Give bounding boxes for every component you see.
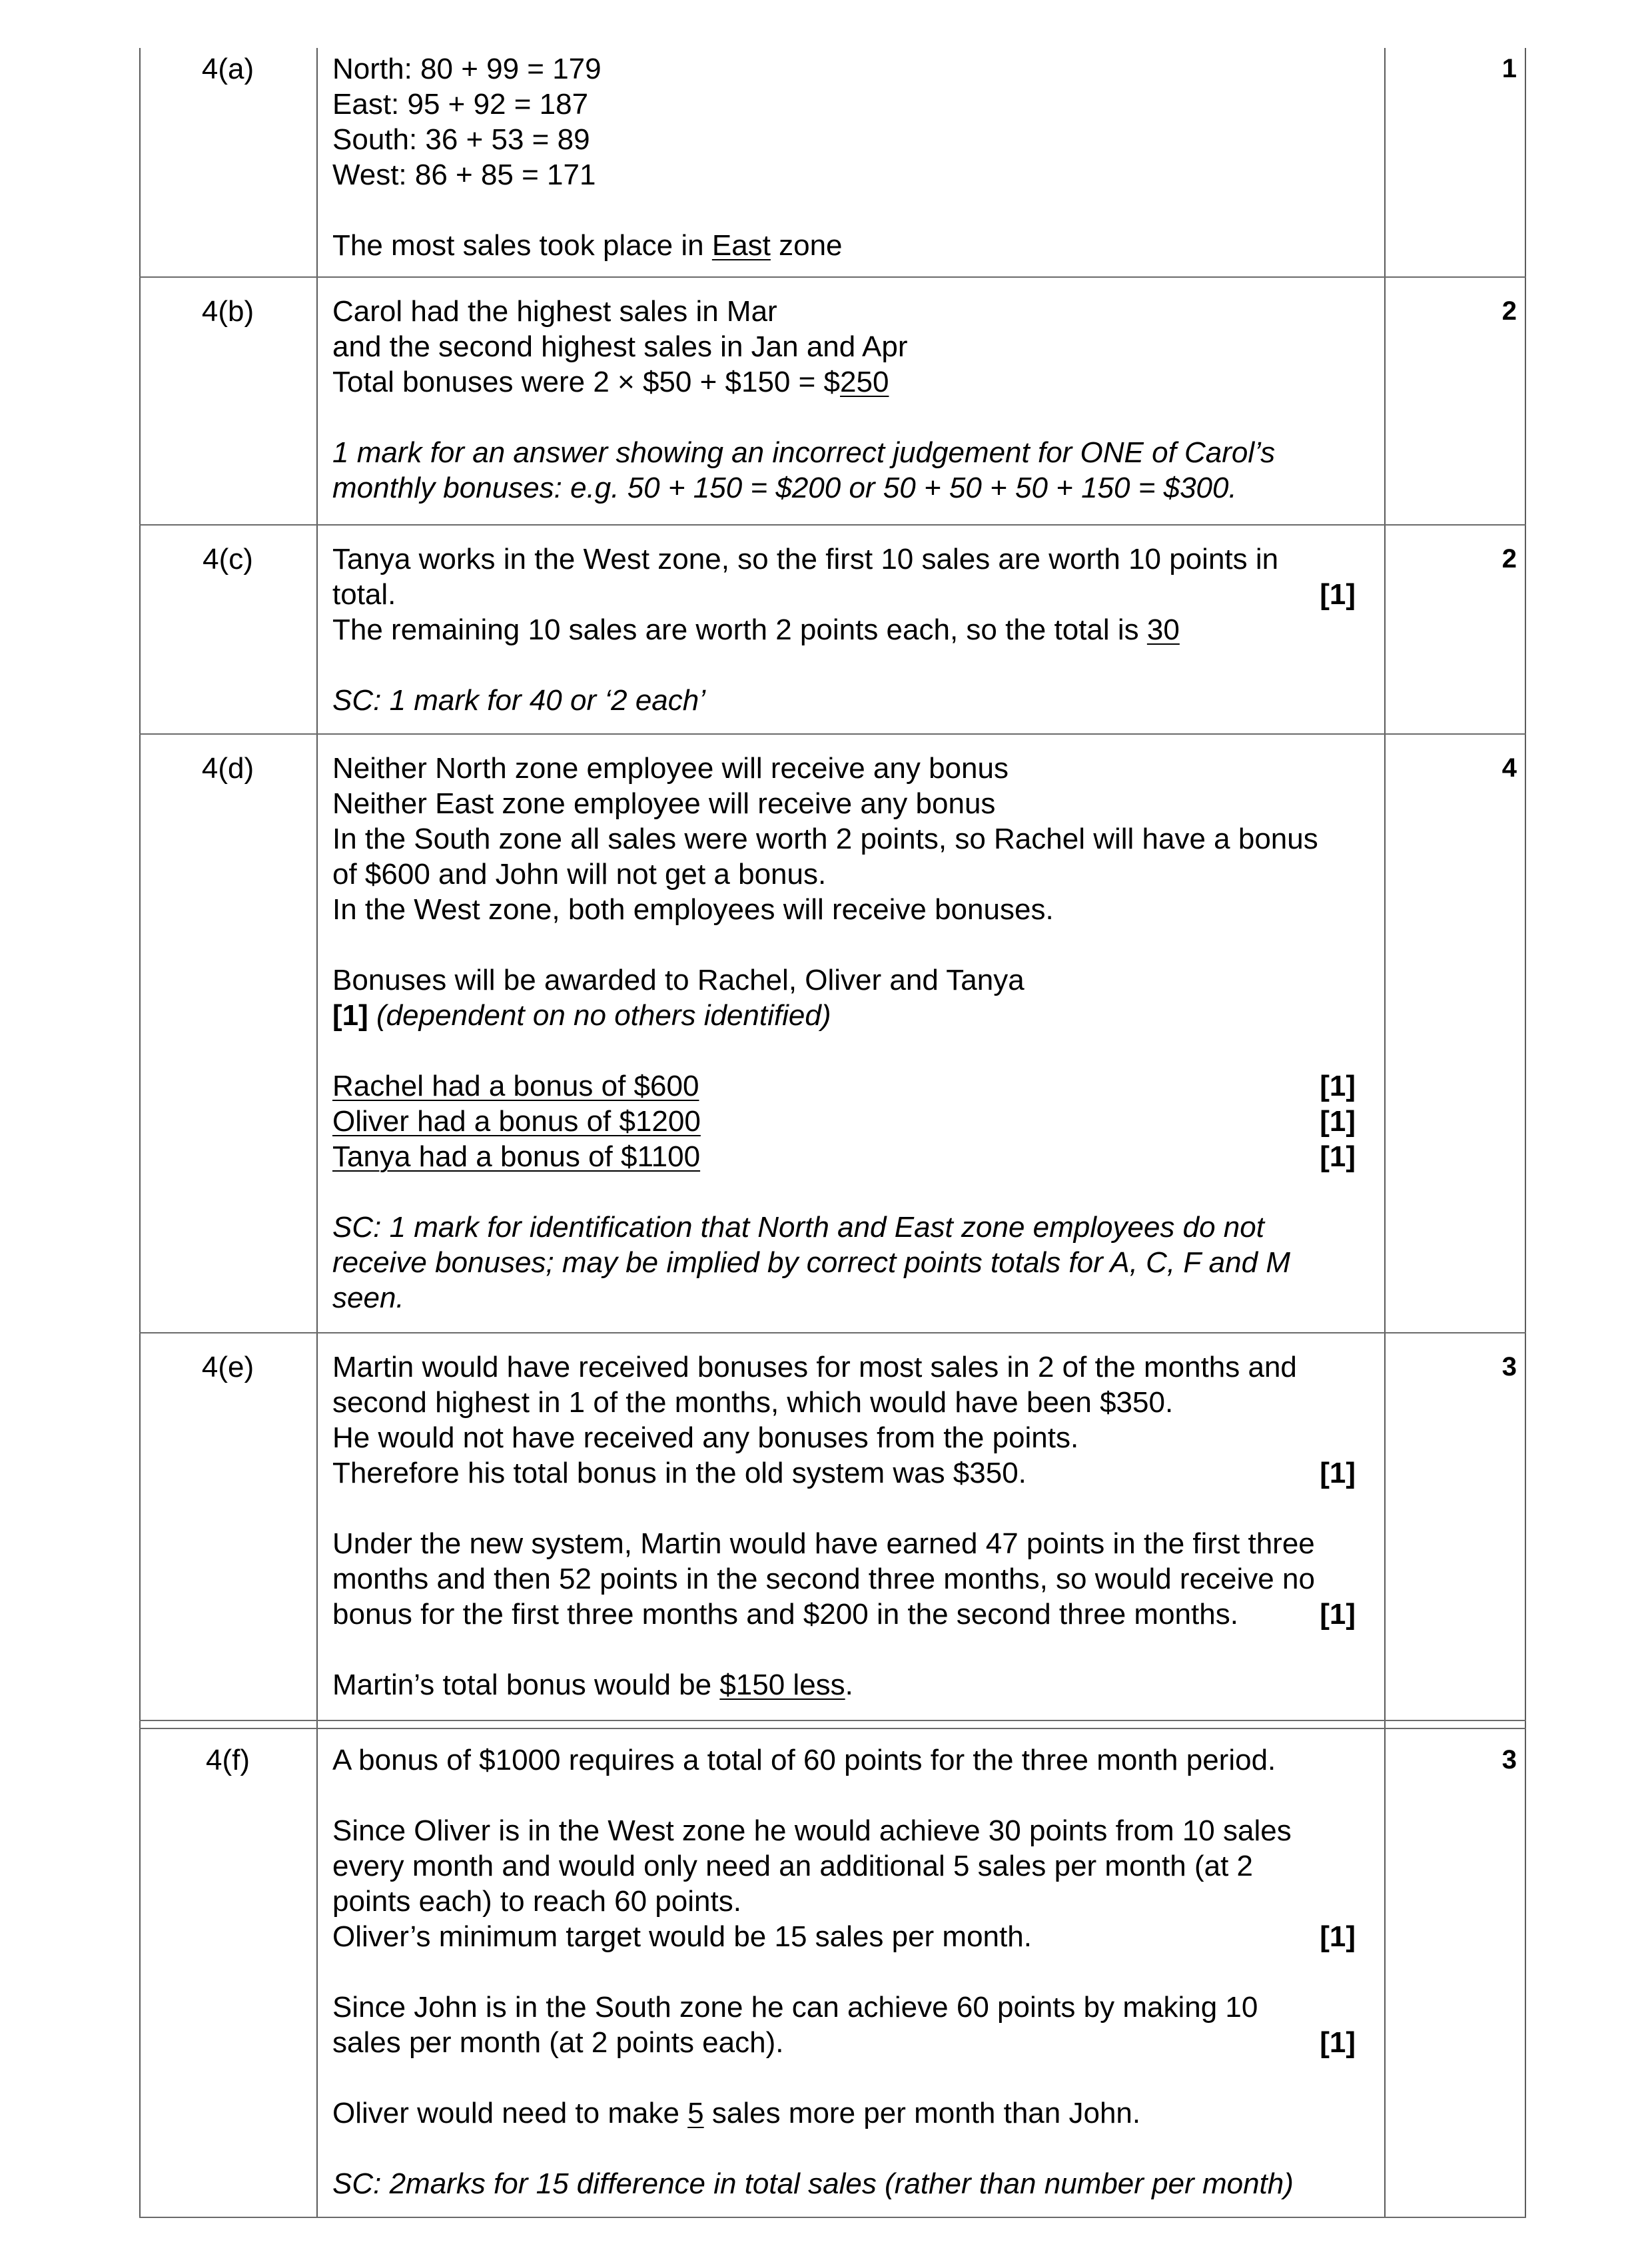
underlined-answer: $150 less xyxy=(719,1669,845,1701)
table-row xyxy=(139,1729,1526,2217)
underlined-answer: Rachel had a bonus of $600 xyxy=(332,1070,699,1102)
table-row xyxy=(139,1333,1526,1720)
text-line: Total bonuses were 2 × $50 + $150 = $250 xyxy=(332,366,889,398)
mark-allocation: [1] xyxy=(1320,2026,1356,2059)
question-number: 4(c) xyxy=(203,543,253,575)
text-line: Carol had the highest sales in Mar xyxy=(332,295,777,328)
text-line: and the second highest sales in Jan and Apr xyxy=(332,330,908,363)
marks-value: 1 xyxy=(1501,54,1517,83)
text-line: North: 80 + 99 = 179 xyxy=(332,53,602,85)
answer-text xyxy=(332,294,1505,506)
text-line: every month and would only need an additional 5 sales per month (at 2 xyxy=(332,1850,1253,1882)
text-line: In the West zone, both employees will receive bonuses. xyxy=(332,893,1054,926)
text-line: Under the new system, Martin would have earned 47 points in the first three xyxy=(332,1527,1315,1560)
mark-allocation: [1] xyxy=(1320,1598,1356,1631)
text-line: months and then 52 points in the second three months, so would receive no xyxy=(332,1563,1315,1595)
text-line: [1] (dependent on no others identified) xyxy=(332,999,831,1032)
text-line: second highest in 1 of the months, which would have been $350. xyxy=(332,1386,1174,1419)
text-line xyxy=(332,1139,1505,1174)
text-line: A bonus of $1000 requires a total of 60 points for the three month period. xyxy=(332,1744,1276,1776)
text-line: Oliver would need to make 5 sales more per month than John. xyxy=(332,2097,1141,2129)
mark-allocation: [1] xyxy=(332,999,368,1032)
guidance-line: SC: 2marks for 15 difference in total sales (rather than number per month) xyxy=(332,2167,1294,2200)
text-line: Since Oliver is in the West zone he would achieve 30 points from 10 sales xyxy=(332,1814,1292,1847)
mark-allocation: [1] xyxy=(1320,1920,1356,1953)
text-line xyxy=(332,1104,1505,1139)
guidance-line: SC: 1 mark for 40 or ‘2 each’ xyxy=(332,684,706,717)
text-line: points each) to reach 60 points. xyxy=(332,1885,741,1918)
text-line: Therefore his total bonus in the old system was $350. [1] xyxy=(332,1457,1356,1489)
underlined-answer: Tanya had a bonus of $1100 xyxy=(332,1140,701,1173)
text-line: Neither North zone employee will receive any bonus xyxy=(332,752,1009,785)
table-row xyxy=(139,278,1526,524)
guidance-line: receive bonuses; may be implied by correct points totals for A, C, F and M xyxy=(332,1246,1290,1279)
text-line: East: 95 + 92 = 187 xyxy=(332,88,589,121)
table-row xyxy=(139,48,1526,276)
marks-value: 4 xyxy=(1501,753,1517,783)
text-line: Oliver’s minimum target would be 15 sales per month. [1] xyxy=(332,1920,1356,1953)
guidance-line: SC: 1 mark for identification that North and East zone employees do not xyxy=(332,1211,1264,1244)
text-line: West: 86 + 85 = 171 xyxy=(332,159,596,191)
marks-value: 2 xyxy=(1501,544,1517,573)
guidance-line: 1 mark for an answer showing an incorrect judgement for ONE of Carol’s xyxy=(332,436,1276,469)
text-line: In the South zone all sales were worth 2 points, so Rachel will have a bonus xyxy=(332,823,1318,855)
answer-text xyxy=(332,1349,1505,1702)
text-line: He would not have received any bonuses from the points. xyxy=(332,1421,1079,1454)
marks-value: 3 xyxy=(1501,1745,1517,1774)
question-number: 4(a) xyxy=(201,53,254,85)
underlined-answer: Oliver had a bonus of $1200 xyxy=(332,1105,701,1138)
answer-text xyxy=(332,542,1505,718)
text-line: Tanya works in the West zone, so the first 10 sales are worth 10 points in xyxy=(332,543,1279,575)
table-row xyxy=(139,735,1526,1332)
text-line: Martin would have received bonuses for most sales in 2 of the months and xyxy=(332,1351,1297,1383)
mark-allocation: [1] xyxy=(1320,1457,1356,1489)
text-line: Bonuses will be awarded to Rachel, Oliver and Tanya xyxy=(332,964,1025,996)
table-border-bottom xyxy=(139,2217,1526,2218)
answer-text xyxy=(332,1742,1505,2201)
answer-text xyxy=(332,751,1505,1316)
question-number: 4(f) xyxy=(206,1744,250,1776)
underlined-answer: 5 xyxy=(687,2097,704,2129)
marks-value: 2 xyxy=(1501,296,1517,326)
guidance-line: seen. xyxy=(332,1282,404,1314)
underlined-answer: 250 xyxy=(840,366,889,398)
mark-allocation: [1] xyxy=(1320,1070,1356,1102)
mark-allocation: [1] xyxy=(1320,1105,1356,1138)
text-line: Neither East zone employee will receive any bonus xyxy=(332,787,996,820)
marks-value: 3 xyxy=(1501,1352,1517,1381)
text-line: sales per month (at 2 points each). [1] xyxy=(332,2026,1356,2059)
mark-scheme-table xyxy=(139,48,1526,2218)
text-line: The remaining 10 sales are worth 2 points each, so the total is 30 xyxy=(332,613,1180,646)
text-line: The most sales took place in East zone xyxy=(332,229,843,262)
table-row xyxy=(139,526,1526,733)
underlined-answer: East xyxy=(711,229,771,262)
text-line: Since John is in the South zone he can achieve 60 points by making 10 xyxy=(332,1991,1258,2024)
underlined-answer: 30 xyxy=(1146,613,1180,646)
row-divider-double-top xyxy=(139,1720,1526,1721)
mark-allocation: [1] xyxy=(1320,1140,1356,1173)
question-number: 4(d) xyxy=(201,752,254,785)
mark-allocation: [1] xyxy=(1320,578,1356,611)
answer-text xyxy=(332,51,1505,263)
text-line xyxy=(332,1068,1505,1104)
text-line: total. [1] xyxy=(332,578,1356,611)
question-number: 4(e) xyxy=(201,1351,254,1383)
guidance-line: monthly bonuses: e.g. 50 + 150 = $200 or 50 + 50 + 50 + 150 = $300. xyxy=(332,472,1237,504)
text-line: of $600 and John will not get a bonus. xyxy=(332,858,827,891)
question-number: 4(b) xyxy=(201,295,254,328)
text-line: bonus for the first three months and $200 in the second three months. [1] xyxy=(332,1598,1356,1631)
text-line: Martin’s total bonus would be $150 less. xyxy=(332,1669,853,1701)
text-line: South: 36 + 53 = 89 xyxy=(332,123,590,156)
